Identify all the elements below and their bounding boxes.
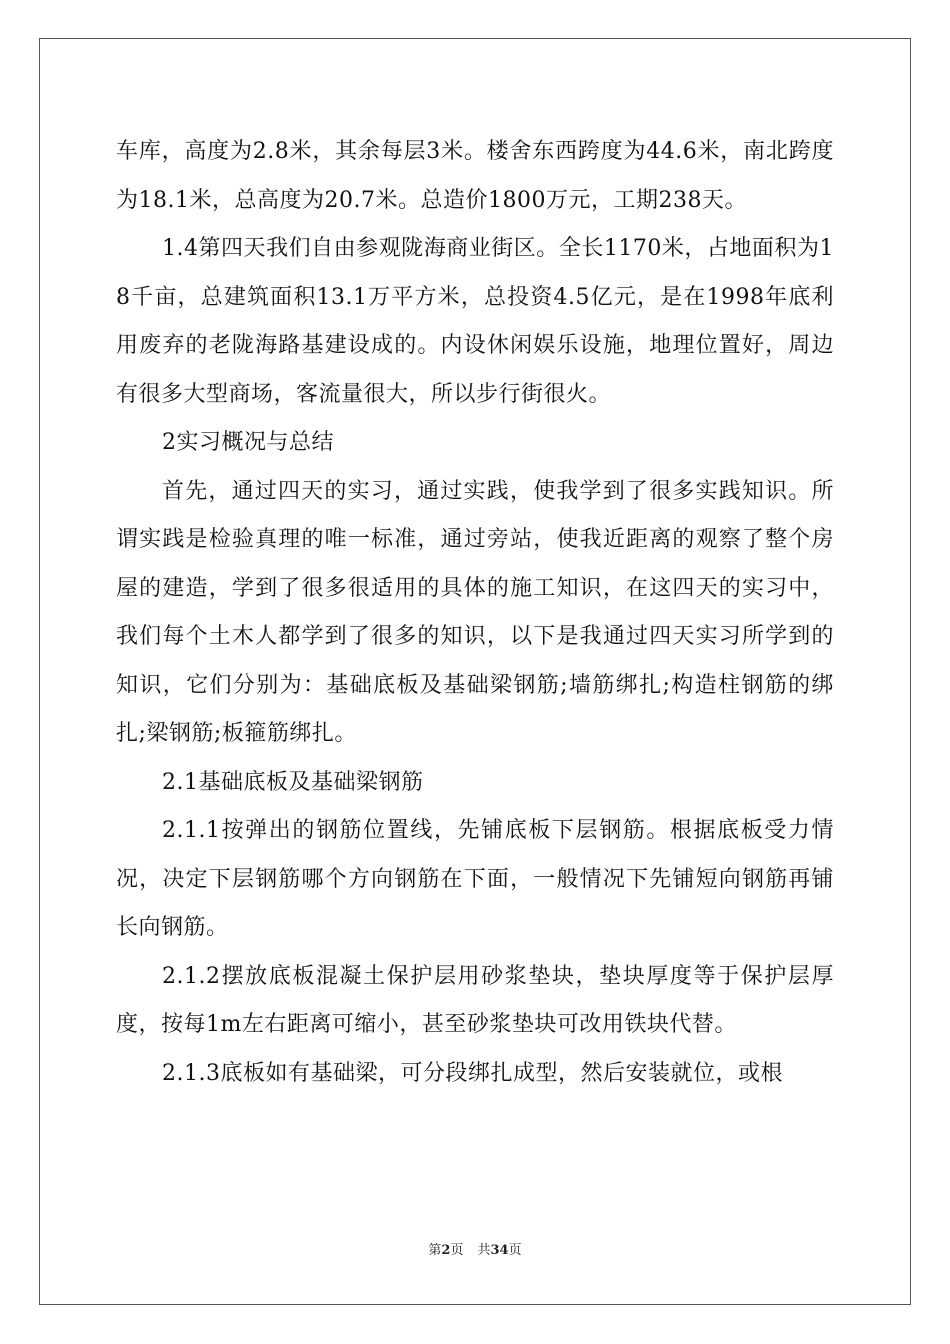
paragraph-section-2-1-1: 2.1.1按弹出的钢筋位置线，先铺底板下层钢筋。根据底板受力情况，决定下层钢筋哪个方向钢筋在下面，一般情况下先铺短向钢筋再铺长向钢筋。 (116, 818, 834, 940)
paragraph-section-2-1-2: 2.1.2摆放底板混凝土保护层用砂浆垫块，垫块厚度等于保护层厚度，按每1m左右距离可缩小，甚至砂浆垫块可改用铁块代替。 (116, 963, 834, 1037)
document-body (116, 128, 834, 1098)
paragraph-section-2-1-3: 2.1.3底板如有基础梁，可分段绑扎成型，然后安装就位，或根 (162, 1060, 783, 1086)
page-prefix: 第 (428, 1243, 442, 1258)
total-prefix: 共 (477, 1243, 491, 1258)
page-number: 2 (441, 1243, 451, 1258)
paragraph-summary: 首先，通过四天的实习，通过实践，使我学到了很多实践知识。所谓实践是检验真理的唯一标准，通过旁站，使我近距离的观察了整个房屋的建造，学到了很多很适用的具体的施工知识，在这四天的实习中，我们每个土木人都学到了很多的知识，以下是我通过四天实习所学到的知识，它们分别为：基础底板及基础梁钢筋;墙筋绑扎;构造柱钢筋的绑扎;梁钢筋;板箍筋绑扎。 (116, 478, 834, 746)
paragraph-continuation: 车库，高度为2.8米，其余每层3米。楼舍东西跨度为44.6米，南北跨度为18.1米，总高度为20.7米。总造价1800万元，工期238天。 (116, 139, 834, 213)
heading-section-2-1: 2.1基础底板及基础梁钢筋 (162, 769, 424, 795)
total-suffix: 页 (508, 1243, 522, 1258)
page-suffix: 页 (450, 1243, 464, 1258)
total-pages: 34 (490, 1243, 509, 1258)
heading-section-2: 2实习概况与总结 (162, 430, 334, 455)
paragraph-section-1-4: 1.4第四天我们自由参观陇海商业街区。全长1170米，占地面积为18千亩，总建筑面积13.1万平方米，总投资4.5亿元，是在1998年底利用废弃的老陇海路基建设成的。内设休闲娱乐设施，地理位置好，周边有很多大型商场，客流量很大，所以步行街很火。 (116, 236, 834, 407)
page-footer (0, 1239, 950, 1258)
